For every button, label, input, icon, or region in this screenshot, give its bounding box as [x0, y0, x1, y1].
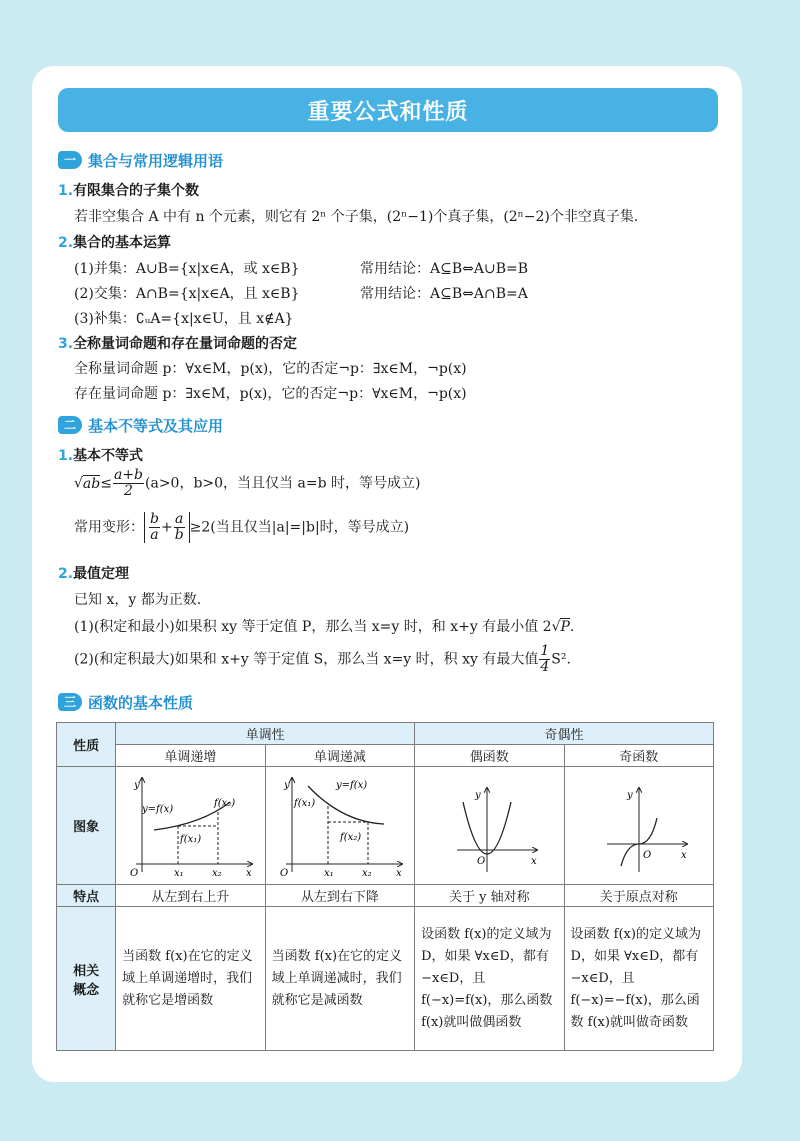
row-label-graph: 图象	[57, 767, 116, 885]
x1-label: x₁	[323, 867, 334, 879]
inequality-condition: (a>0，b>0，当且仅当 a=b 时，等号成立)	[145, 475, 421, 492]
origin-label: O	[642, 849, 651, 861]
col-odd: 奇函数	[564, 745, 713, 767]
fraction: $\frac{a+b}{2}$	[113, 467, 144, 499]
fx1-label: f(x₁)	[293, 797, 315, 809]
axis-y-label: y	[475, 789, 481, 801]
concept-odd: 设函数 f(x)的定义域为 D，如果 ∀x∈D，都有 −x∈D，且 f(−x)=−f(x)，那么函数 f(x)就叫做奇函数	[564, 907, 713, 1051]
graph-decreasing	[265, 767, 414, 885]
page-title: 重要公式和性质	[58, 88, 718, 132]
heading-basic-inequality: 1.基本不等式	[58, 448, 144, 464]
feature-decreasing: 从左到右下降	[265, 885, 414, 907]
le-sign: ≤	[100, 475, 112, 492]
concept-increasing: 当函数 f(x)在它的定义域上单调递增时，我们就称它是增函数	[116, 907, 265, 1051]
section-number-icon: 一	[58, 151, 82, 169]
heading-quantifier-negation: 3.全称量词命题和存在量词命题的否定	[58, 336, 298, 352]
col-even: 偶函数	[415, 745, 564, 767]
curve-label: y=f(x)	[142, 803, 174, 815]
text-subset-count: 若非空集合 A 中有 n 个元素，则它有 2ⁿ 个子集，(2ⁿ−1)个真子集，(2ⁿ−2)个非空真子集.	[74, 209, 639, 225]
graph-even	[415, 767, 564, 885]
absolute-value: $\frac{b}{a}$ + $\frac{a}{b}$	[144, 512, 190, 543]
heading-set-ops: 2.集合的基本运算	[58, 235, 172, 251]
row-label-concept: 相关 概念	[57, 907, 116, 1051]
section-title: 集合与常用逻辑用语	[88, 151, 224, 170]
axis-y-label: y	[283, 779, 290, 791]
section-title: 函数的基本性质	[88, 693, 194, 712]
inequality-variant: 常用变形： $\frac{b}{a}$ + $\frac{a}{b}$ ≥2(当且仅当|a|=|b|时，等号成立)	[74, 511, 410, 543]
origin-label: O	[279, 867, 289, 879]
sqrt-sign: √	[74, 475, 83, 492]
text-existential-negation: 存在量词命题 p：∃x∈M，p(x)，它的否定¬p：∀x∈M，¬p(x)	[74, 386, 467, 402]
feature-even: 关于 y 轴对称	[415, 885, 564, 907]
text-universal-negation: 全称量词命题 p：∀x∈M，p(x)，它的否定¬p：∃x∈M，¬p(x)	[74, 361, 467, 377]
text-union-conclusion: 常用结论：A⊆B⇔A∪B=B	[360, 261, 529, 277]
section-header-3	[58, 690, 193, 714]
text-intersection: (2)交集：A∩B={x|x∈A，且 x∈B}	[74, 286, 300, 302]
origin-label: O	[477, 855, 486, 867]
x1-label: x₁	[174, 867, 185, 879]
section-header-2	[58, 413, 223, 437]
text-complement: (3)补集：∁ᵤA={x|x∈U，且 x∉A}	[74, 311, 294, 327]
fx2-label: f(x₂)	[214, 797, 236, 809]
header-parity: 奇偶性	[415, 723, 714, 745]
origin-label: O	[130, 867, 139, 879]
text-intersection-conclusion: 常用结论：A⊆B⇔A∩B=A	[360, 286, 528, 302]
text-sum-fixed: (2)(和定积最大)如果和 x+y 等于定值 S，那么当 x=y 时，积 xy 有最大值 $\frac{1}{4}$ S².	[74, 643, 571, 675]
concept-even: 设函数 f(x)的定义域为 D，如果 ∀x∈D，都有 −x∈D，且 f(−x)=f(x)，那么函数 f(x)就叫做偶函数	[415, 907, 564, 1051]
feature-odd: 关于原点对称	[564, 885, 713, 907]
x2-label: x₂	[361, 867, 372, 879]
feature-increasing: 从左到右上升	[116, 885, 265, 907]
fx1-label: f(x₁)	[180, 833, 202, 845]
axis-x-label: x	[246, 867, 253, 879]
concept-decreasing: 当函数 f(x)在它的定义域上单调递减时，我们就称它是减函数	[265, 907, 414, 1051]
header-monotonicity: 单调性	[116, 723, 415, 745]
axis-x-label: x	[680, 849, 687, 861]
text-positive-numbers: 已知 x，y 都为正数.	[74, 592, 202, 608]
row-label-property: 性质	[57, 723, 116, 767]
axis-y-label: y	[134, 779, 141, 791]
col-decreasing: 单调递减	[265, 745, 414, 767]
x2-label: x₂	[212, 867, 223, 879]
heading-extremum-theorem: 2.最值定理	[58, 566, 130, 582]
graph-increasing	[116, 767, 265, 885]
section-header-1	[58, 148, 223, 172]
section-number-icon: 二	[58, 416, 82, 434]
section-number-icon: 三	[58, 693, 82, 711]
heading-subset-count: 1.有限集合的子集个数	[58, 183, 200, 199]
fx2-label: f(x₂)	[339, 831, 361, 843]
graph-odd	[564, 767, 713, 885]
section-title: 基本不等式及其应用	[88, 416, 224, 435]
row-label-feature: 特点	[57, 885, 116, 907]
sqrt-radicand: ab	[82, 475, 101, 492]
col-increasing: 单调递增	[116, 745, 265, 767]
axis-x-label: x	[395, 867, 402, 879]
axis-x-label: x	[531, 855, 537, 867]
text-product-fixed: (1)(积定和最小)如果积 xy 等于定值 P，那么当 x=y 时，和 x+y 有最小值 2√P.	[74, 619, 575, 635]
text-union: (1)并集：A∪B={x|x∈A，或 x∈B}	[74, 261, 300, 277]
curve-label: y=f(x)	[335, 779, 368, 791]
basic-inequality-formula	[74, 468, 420, 499]
axis-y-label: y	[626, 789, 633, 801]
function-properties-table	[56, 722, 714, 1051]
